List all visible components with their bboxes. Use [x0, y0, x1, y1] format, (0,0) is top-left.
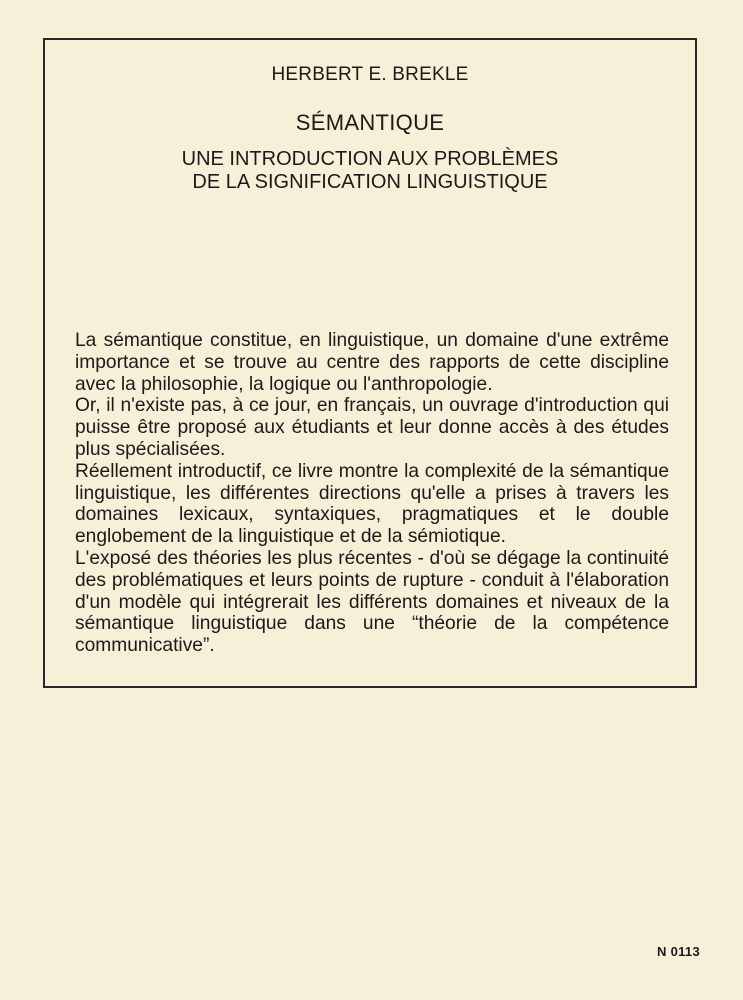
author-name: HERBERT E. BREKLE — [271, 64, 469, 85]
blurb-paragraph: L'exposé des théories les plus récentes - d'où se dégage la continuité des problématiques et leurs points de rupture - conduit à l'élaboration d'un modèle qui intégrerait les différents domaines et niveaux de la sémantique linguistique dans une “théorie de la compétence communicative”. — [75, 547, 669, 657]
blurb-paragraph: La sémantique constitue, en linguistique, un domaine d'une extrême importance et se trouve au centre des rapports de cette discipline avec la philosophie, la logique ou l'anthropologie. — [75, 330, 669, 395]
catalog-code: N 0113 — [656, 944, 700, 959]
blurb-text — [75, 330, 669, 657]
blurb-paragraph: Or, il n'existe pas, à ce jour, en français, un ouvrage d'introduction qui puisse être proposé aux étudiants et leur donne accès à des études plus spécialisées. — [75, 395, 669, 460]
blurb-paragraph: Réellement introductif, ce livre montre la complexité de la sémantique linguistique, les différentes directions qu'elle a prises à travers les domaines lexicaux, syntaxiques, pragmatiques et le double englobement de la linguistique et de la sémiotique. — [75, 460, 669, 548]
book-title: SÉMANTIQUE — [295, 110, 445, 135]
subtitle-line: DE LA SIGNIFICATION LINGUISTIQUE — [192, 171, 548, 193]
book-subtitle — [45, 148, 695, 194]
subtitle-line: UNE INTRODUCTION AUX PROBLÈMES — [181, 148, 559, 170]
cover-frame — [43, 38, 697, 688]
